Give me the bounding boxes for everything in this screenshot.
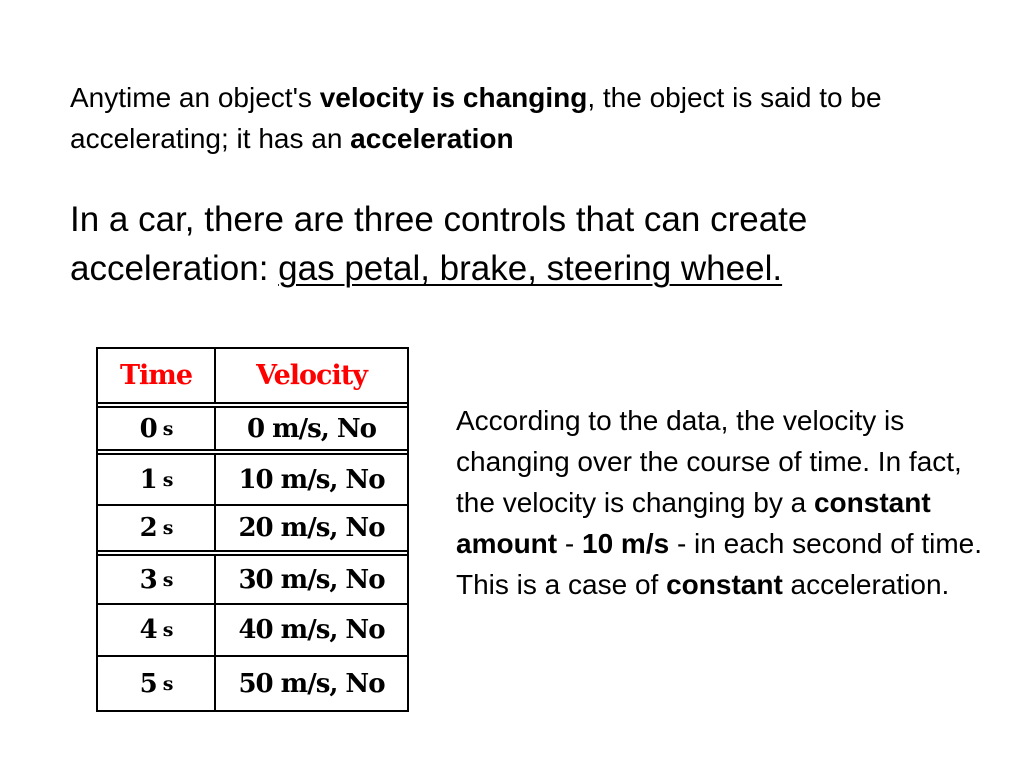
car-controls-underlined: gas petal, brake, steering wheel. bbox=[278, 249, 783, 288]
intro-bold-velocity-changing: velocity is changing bbox=[319, 82, 588, 113]
row-divider bbox=[98, 449, 407, 451]
time-cell: 4 s bbox=[98, 605, 216, 655]
time-cell: 0 s bbox=[98, 408, 216, 449]
car-controls-paragraph bbox=[70, 195, 970, 293]
explanation-bold-constant: constant bbox=[666, 569, 783, 600]
table-row bbox=[98, 556, 407, 603]
time-cell: 5 s bbox=[98, 657, 216, 710]
velocity-cell: 30 m/s, No bbox=[238, 564, 385, 595]
velocity-cell: 0 m/s, No bbox=[247, 413, 376, 444]
intro-paragraph bbox=[70, 77, 1000, 159]
velocity-cell: 40 m/s, No bbox=[238, 615, 385, 645]
explanation-bold-constant-amount: constant amount bbox=[456, 487, 931, 559]
velocity-cell: 20 m/s, No bbox=[238, 513, 385, 543]
explanation-bold-10ms: 10 m/s bbox=[582, 528, 670, 559]
velocity-cell: 50 m/s, No bbox=[238, 668, 385, 699]
intro-text-1: Anytime an object's bbox=[70, 82, 320, 113]
explanation-text-1: According to the data, the velocity is changing over the course of time. In fact, the velocity is changing by a bbox=[456, 405, 962, 518]
explanation-text-3: - in each second of time. This is a case of bbox=[456, 528, 982, 600]
header-velocity: Velocity bbox=[256, 360, 367, 391]
time-velocity-table bbox=[96, 347, 409, 712]
table-row bbox=[98, 408, 407, 449]
time-cell: 1 s bbox=[98, 455, 216, 504]
header-divider bbox=[98, 402, 407, 404]
explanation-text-4: acceleration. bbox=[782, 569, 950, 600]
row-divider bbox=[98, 550, 407, 552]
header-time: Time bbox=[98, 349, 216, 402]
table-row bbox=[98, 605, 407, 655]
table-row bbox=[98, 506, 407, 550]
table-header-row bbox=[98, 349, 407, 402]
intro-text-2: , the object is said to be accelerating; it has an bbox=[70, 82, 882, 154]
time-cell: 3 s bbox=[98, 556, 216, 603]
velocity-cell: 10 m/s, No bbox=[238, 464, 385, 495]
intro-bold-acceleration: acceleration bbox=[350, 123, 514, 154]
time-cell: 2 s bbox=[98, 506, 216, 550]
table-row bbox=[98, 657, 407, 710]
explanation-paragraph bbox=[456, 400, 996, 605]
car-text: In a car, there are three controls that can create acceleration: bbox=[70, 200, 808, 288]
table-row bbox=[98, 455, 407, 504]
explanation-text-2: - bbox=[557, 528, 582, 559]
